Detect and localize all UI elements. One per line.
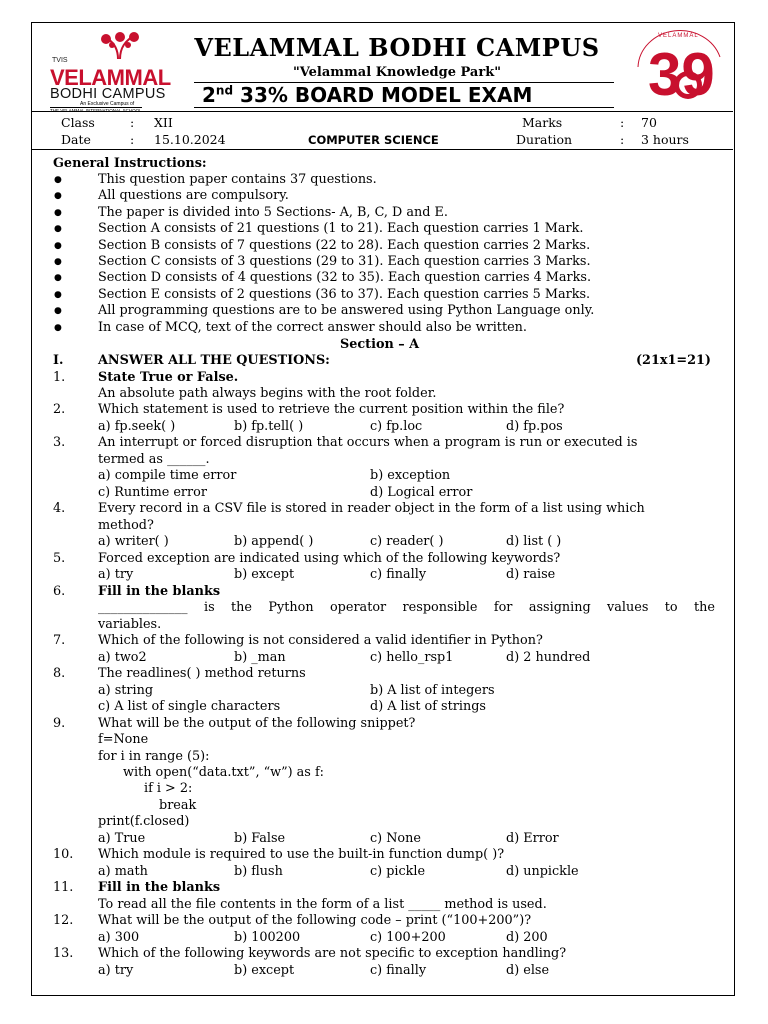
option: a) fp.seek( ) (98, 419, 176, 434)
bullet-icon: ● (54, 191, 62, 202)
question-text: What will be the output of the following snippet? (98, 716, 416, 731)
option: c) pickle (370, 864, 426, 879)
badge-number: 39 (648, 41, 715, 108)
instruction-item: In case of MCQ, text of the correct answer should also be written. (98, 319, 527, 335)
option: b) _man (234, 650, 286, 665)
question-sub-cont: variables. (98, 617, 162, 632)
exam-title (202, 83, 622, 107)
option: a) compile time error (98, 468, 237, 483)
school-title: VELAMMAL BODHI CAMPUS (194, 33, 600, 62)
instruction-item: Section C consists of 3 questions (29 to 31). Each question carries 3 Marks. (98, 254, 591, 269)
option: c) reader( ) (370, 534, 444, 549)
option: a) two2 (98, 650, 147, 665)
logo-tvs: TVIS (52, 57, 68, 64)
question-number: 10. (53, 847, 74, 862)
option: d) unpickle (506, 864, 579, 879)
question-text: What will be the output of the following code – print (“100+200”)? (98, 913, 532, 928)
option: b) except (234, 567, 295, 582)
option: d) A list of strings (370, 699, 486, 714)
option: b) append( ) (234, 534, 314, 549)
question-text: Fill in the blanks (98, 584, 221, 599)
question-number: 9. (53, 716, 66, 731)
option: a) math (98, 864, 148, 879)
divider (194, 107, 614, 108)
instruction-item: All questions are compulsory. (98, 188, 289, 204)
question-text: Forced exception are indicated using which of the following keywords? (98, 551, 561, 566)
question-text: The readlines( ) method returns (98, 666, 306, 681)
marks-label: Marks (522, 115, 563, 130)
option: d) raise (506, 567, 556, 582)
question-number: 11. (53, 880, 74, 895)
option: d) fp.pos (506, 419, 563, 434)
code-line: with open(“data.txt”, “w”) as f: (123, 765, 324, 780)
option: a) try (98, 567, 134, 582)
question-number: 5. (53, 551, 66, 566)
class-label: Class (61, 115, 95, 130)
question-text: Fill in the blanks (98, 880, 221, 895)
duration-value: 3 hours (641, 132, 689, 147)
option: c) finally (370, 567, 427, 582)
question-number: 6. (53, 584, 66, 599)
instruction-item: Section E consists of 2 questions (36 to 37). Each question carries 5 Marks. (98, 286, 591, 302)
question-number: 13. (53, 946, 74, 961)
bullet-icon: ● (54, 175, 62, 185)
bullet-icon: ● (54, 240, 62, 251)
question-number: 8. (53, 666, 66, 681)
option: c) 100+200 (370, 930, 446, 945)
date-label: Date (61, 132, 91, 147)
question-sub: ______________ is the Python operator responsible for assigning values to the (98, 600, 715, 615)
option: b) exception (370, 468, 451, 483)
option: b) False (234, 831, 286, 846)
question-sub: An absolute path always begins with the root folder. (98, 386, 437, 401)
exam-prefix: 2 (202, 83, 216, 107)
option: c) hello_rsp1 (370, 650, 454, 665)
colon: : (130, 115, 135, 130)
bullet-icon: ● (54, 273, 62, 284)
option: d) 2 hundred (506, 650, 591, 665)
option: a) True (98, 831, 146, 846)
exam-rest: 33% BOARD MODEL EXAM (233, 83, 533, 107)
question-text: Which statement is used to retrieve the current position within the file? (98, 402, 565, 417)
option: c) finally (370, 963, 427, 978)
logo-tag2: THE VELAMMAL INTERNATIONAL SCHOOL (50, 108, 142, 113)
question-text: Which of the following keywords are not specific to exception handling? (98, 946, 567, 961)
question-text: An interrupt or forced disruption that occurs when a program is run or executed is (98, 435, 638, 450)
question-text-cont: termed as ______. (98, 452, 210, 467)
question-text: Every record in a CSV file is stored in reader object in the form of a list using which (98, 501, 645, 516)
bullet-icon: ● (54, 322, 62, 333)
badge-text: VELAMMAL (658, 33, 699, 39)
question-number: 3. (53, 435, 66, 450)
school-logo (50, 31, 200, 113)
bullet-icon: ● (54, 207, 62, 218)
colon: : (620, 115, 625, 130)
option: b) flush (234, 864, 283, 879)
code-line: for i in range (5): (98, 749, 210, 764)
logo-name: VELAMMAL (50, 65, 171, 90)
question-text-cont: method? (98, 518, 154, 533)
question-sub: To read all the file contents in the form of a list _____ method is used. (98, 897, 547, 912)
code-line: print(f.closed) (98, 814, 190, 829)
section-marks: (21x1=21) (636, 353, 711, 368)
instruction-item: The paper is divided into 5 Sections- A, B, C, D and E. (98, 204, 448, 220)
bullet-icon: ● (54, 224, 62, 235)
logo-tag: An Exclusive Campus of (80, 101, 135, 107)
option: a) string (98, 683, 154, 698)
colon: : (620, 132, 625, 147)
logo-sub: BODHI CAMPUS (50, 86, 166, 102)
bullet-icon: ● (54, 257, 62, 267)
tagline: "Velammal Knowledge Park" (293, 65, 501, 80)
question-number: 4. (53, 501, 66, 516)
option: d) else (506, 963, 550, 978)
question-number: 12. (53, 913, 74, 928)
option: d) 200 (506, 930, 548, 945)
option: d) Error (506, 831, 559, 846)
option: b) fp.tell( ) (234, 419, 304, 434)
question-text: Which module is required to use the built-in function dump( )? (98, 847, 505, 862)
bullet-icon: ● (54, 306, 62, 317)
question-number: 1. (53, 370, 66, 385)
option: c) fp.loc (370, 419, 423, 434)
anniversary-badge (630, 27, 730, 111)
question-number: 7. (53, 633, 66, 648)
instructions-heading: General Instructions: (53, 156, 207, 171)
bullet-icon: ● (54, 289, 62, 300)
option: a) writer( ) (98, 534, 169, 549)
option: a) 300 (98, 930, 140, 945)
date-value: 15.10.2024 (154, 132, 226, 147)
question-text: State True or False. (98, 370, 239, 385)
section-heading: ANSWER ALL THE QUESTIONS: (98, 353, 330, 368)
tree-logo-icon (90, 31, 150, 61)
option: b) except (234, 963, 295, 978)
exam-meta (32, 113, 733, 151)
instruction-item: Section A consists of 21 questions (1 to 21). Each question carries 1 Mark. (98, 221, 584, 237)
instruction-item: Section B consists of 7 questions (22 to 28). Each question carries 2 Marks. (98, 237, 591, 253)
option: c) A list of single characters (98, 699, 281, 714)
option: c) Runtime error (98, 485, 207, 500)
marks-value: 70 (641, 115, 657, 130)
header-separator (32, 111, 733, 112)
class-value: XII (154, 115, 173, 130)
option: c) None (370, 831, 421, 846)
header (32, 23, 733, 111)
question-text: Which of the following is not considered a valid identifier in Python? (98, 633, 543, 648)
option: a) try (98, 963, 134, 978)
instruction-item: This question paper contains 37 questions. (98, 172, 377, 187)
subject: COMPUTER SCIENCE (308, 133, 439, 147)
meta-separator (32, 149, 733, 150)
question-number: 2. (53, 402, 66, 417)
instruction-item: Section D consists of 4 questions (32 to 35). Each question carries 4 Marks. (98, 270, 592, 286)
code-line: if i > 2: (144, 781, 193, 796)
code-line: f=None (98, 732, 149, 747)
option: b) A list of integers (370, 683, 495, 698)
exam-page (31, 22, 735, 996)
section-roman: I. (53, 353, 64, 368)
instruction-item: All programming questions are to be answered using Python Language only. (98, 303, 595, 319)
code-line: break (159, 798, 197, 813)
colon: : (130, 132, 135, 147)
duration-label: Duration (516, 132, 573, 147)
exam-sup: nd (215, 83, 234, 98)
option: d) list ( ) (506, 534, 562, 549)
option: b) 100200 (234, 930, 301, 945)
option: d) Logical error (370, 485, 473, 500)
section-title: Section – A (340, 337, 420, 352)
